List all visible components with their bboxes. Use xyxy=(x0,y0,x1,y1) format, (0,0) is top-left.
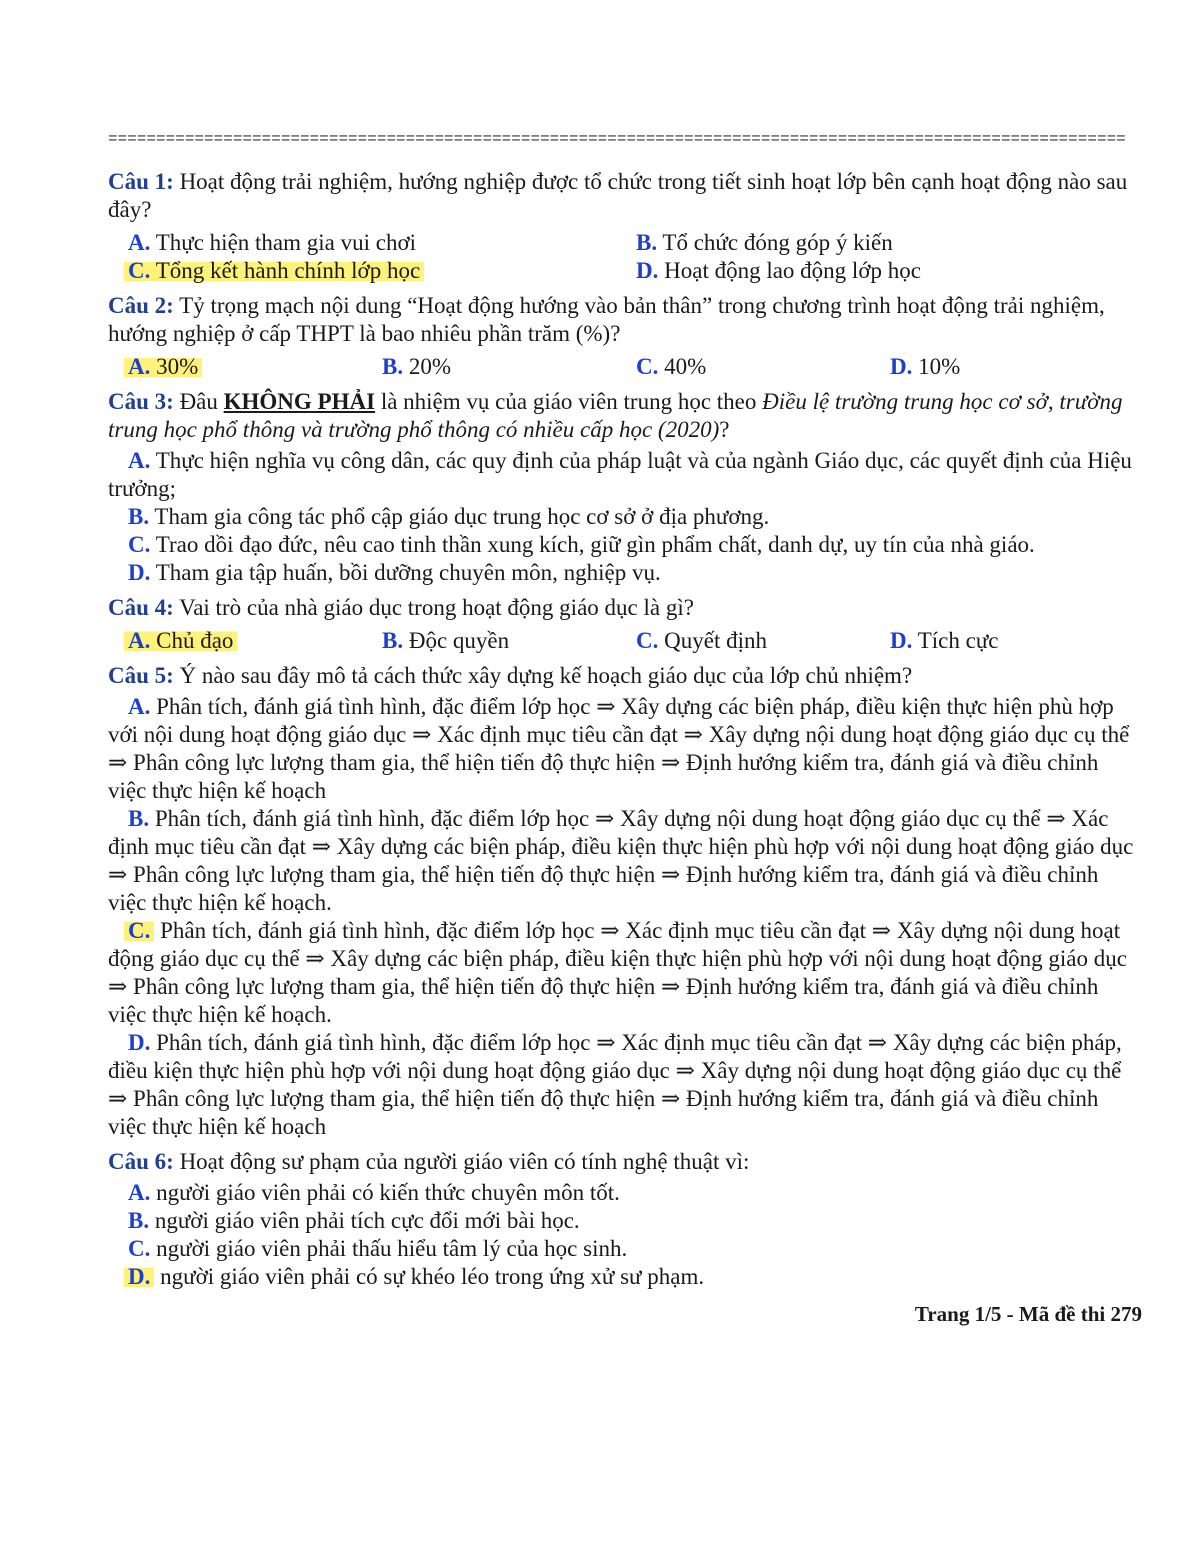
question-6 xyxy=(108,1148,1142,1291)
question-2 xyxy=(108,292,1142,381)
option-d: D. Hoạt động lao động lớp học xyxy=(636,258,921,283)
option-b: B. Tổ chức đóng góp ý kiến xyxy=(636,230,893,255)
question-4-text: Câu 4: Vai trò của nhà giáo dục trong hoạt động giáo dục là gì? xyxy=(108,595,694,620)
page-footer: Trang 1/5 - Mã đề thi 279 xyxy=(914,1302,1142,1326)
question-5-text: Câu 5: Ý nào sau đây mô tả cách thức xây dựng kế hoạch giáo dục của lớp chủ nhiệm? xyxy=(108,663,913,688)
option-b: B. Tham gia công tác phổ cập giáo dục trung học cơ sở ở địa phương. xyxy=(128,504,770,529)
question-3-text: Câu 3: Đâu KHÔNG PHẢI là nhiệm vụ của giáo viên trung học theo Điều lệ trường trung học cơ sở, trường trung học phổ thông và trường phổ thông có nhiều cấp học (2020)? xyxy=(108,389,1123,442)
option-c: C. Quyết định xyxy=(636,628,767,653)
option-b: B. Độc quyền xyxy=(382,628,510,653)
question-4-options xyxy=(108,627,1142,655)
option-d: D. Phân tích, đánh giá tình hình, đặc điểm lớp học ⇒ Xác định mục tiêu cần đạt ⇒ Xây dựng các biện pháp, điều kiện thực hiện phù hợp với nội dung hoạt động giáo dục ⇒ Xây dựng nội dung hoạt động giáo dục cụ thể ⇒ Phân công lực lượng tham gia, thể hiện tiến độ thực hiện ⇒ Định hướng kiểm tra, đánh giá và điều chỉnh việc thực hiện kế hoạch xyxy=(108,1030,1122,1139)
option-b: B. người giáo viên phải tích cực đổi mới bài học. xyxy=(128,1208,580,1233)
option-d: D. Tham gia tập huấn, bồi dưỡng chuyên môn, nghiệp vụ. xyxy=(128,560,661,585)
exam-page xyxy=(108,130,1142,1291)
question-5-options xyxy=(108,693,1142,1141)
separator-line: ========================================================================================================== xyxy=(108,130,1126,148)
option-a: A. người giáo viên phải có kiến thức chuyên môn tốt. xyxy=(128,1180,620,1205)
question-1-text: Câu 1: Hoạt động trải nghiệm, hướng nghiệp được tổ chức trong tiết sinh hoạt lớp bên cạnh hoạt động nào sau đây? xyxy=(108,169,1128,222)
option-a: A. Thực hiện tham gia vui chơi xyxy=(128,230,417,255)
option-c: C. 40% xyxy=(636,354,707,379)
question-1 xyxy=(108,168,1142,285)
option-b: B. 20% xyxy=(382,354,452,379)
option-a-highlighted: A. Chủ đạo xyxy=(128,627,382,655)
option-a-highlighted: A. 30% xyxy=(128,353,382,381)
option-c-highlighted: C. Tổng kết hành chính lớp học xyxy=(128,257,636,285)
question-3 xyxy=(108,388,1142,587)
option-c: C. Trao dồi đạo đức, nêu cao tinh thần xung kích, giữ gìn phẩm chất, danh dự, uy tín của nhà giáo. xyxy=(128,532,1035,557)
option-d: D. Tích cực xyxy=(890,628,999,653)
option-a: A. Phân tích, đánh giá tình hình, đặc điểm lớp học ⇒ Xây dựng các biện pháp, điều kiện thực hiện phù hợp với nội dung hoạt động giáo dục ⇒ Xác định mục tiêu cần đạt ⇒ Xây dựng nội dung hoạt động giáo dục cụ thể ⇒ Phân công lực lượng tham gia, thể hiện tiến độ thực hiện ⇒ Định hướng kiểm tra, đánh giá và điều chỉnh việc thực hiện kế hoạch xyxy=(108,694,1130,803)
option-d: D. 10% xyxy=(890,354,961,379)
option-c: C. người giáo viên phải thấu hiểu tâm lý của học sinh. xyxy=(128,1236,628,1261)
question-2-options xyxy=(108,353,1142,381)
option-a: A. Thực hiện nghĩa vụ công dân, các quy định của pháp luật và của ngành Giáo dục, các quyết định của Hiệu trưởng; xyxy=(108,448,1132,501)
option-d-highlighted: D. người giáo viên phải có sự khéo léo trong ứng xử sư phạm. xyxy=(108,1263,1142,1291)
question-3-options xyxy=(108,447,1142,587)
option-c-highlighted: C. Phân tích, đánh giá tình hình, đặc điểm lớp học ⇒ Xác định mục tiêu cần đạt ⇒ Xây dựng nội dung hoạt động giáo dục cụ thể ⇒ Xây dựng các biện pháp, điều kiện thực hiện phù hợp với nội dung hoạt động giáo dục ⇒ Phân công lực lượng tham gia, thể hiện tiến độ thực hiện ⇒ Định hướng kiểm tra, đánh giá và điều chỉnh việc thực hiện kế hoạch. xyxy=(108,918,1127,1027)
question-6-options xyxy=(108,1179,1142,1291)
question-4 xyxy=(108,594,1142,655)
question-6-text: Câu 6: Hoạt động sư phạm của người giáo viên có tính nghệ thuật vì: xyxy=(108,1149,750,1174)
question-2-text: Câu 2: Tỷ trọng mạch nội dung “Hoạt động hướng vào bản thân” trong chương trình hoạt động trải nghiệm, hướng nghiệp ở cấp THPT là bao nhiêu phần trăm (%)? xyxy=(108,293,1105,346)
question-5 xyxy=(108,662,1142,1141)
option-b: B. Phân tích, đánh giá tình hình, đặc điểm lớp học ⇒ Xây dựng nội dung hoạt động giáo dục cụ thể ⇒ Xác định mục tiêu cần đạt ⇒ Xây dựng các biện pháp, điều kiện thực hiện phù hợp với nội dung hoạt động giáo dục ⇒ Phân công lực lượng tham gia, thể hiện tiến độ thực hiện ⇒ Định hướng kiểm tra, đánh giá và điều chỉnh việc thực hiện kế hoạch. xyxy=(108,806,1134,915)
question-1-options xyxy=(108,229,1142,285)
